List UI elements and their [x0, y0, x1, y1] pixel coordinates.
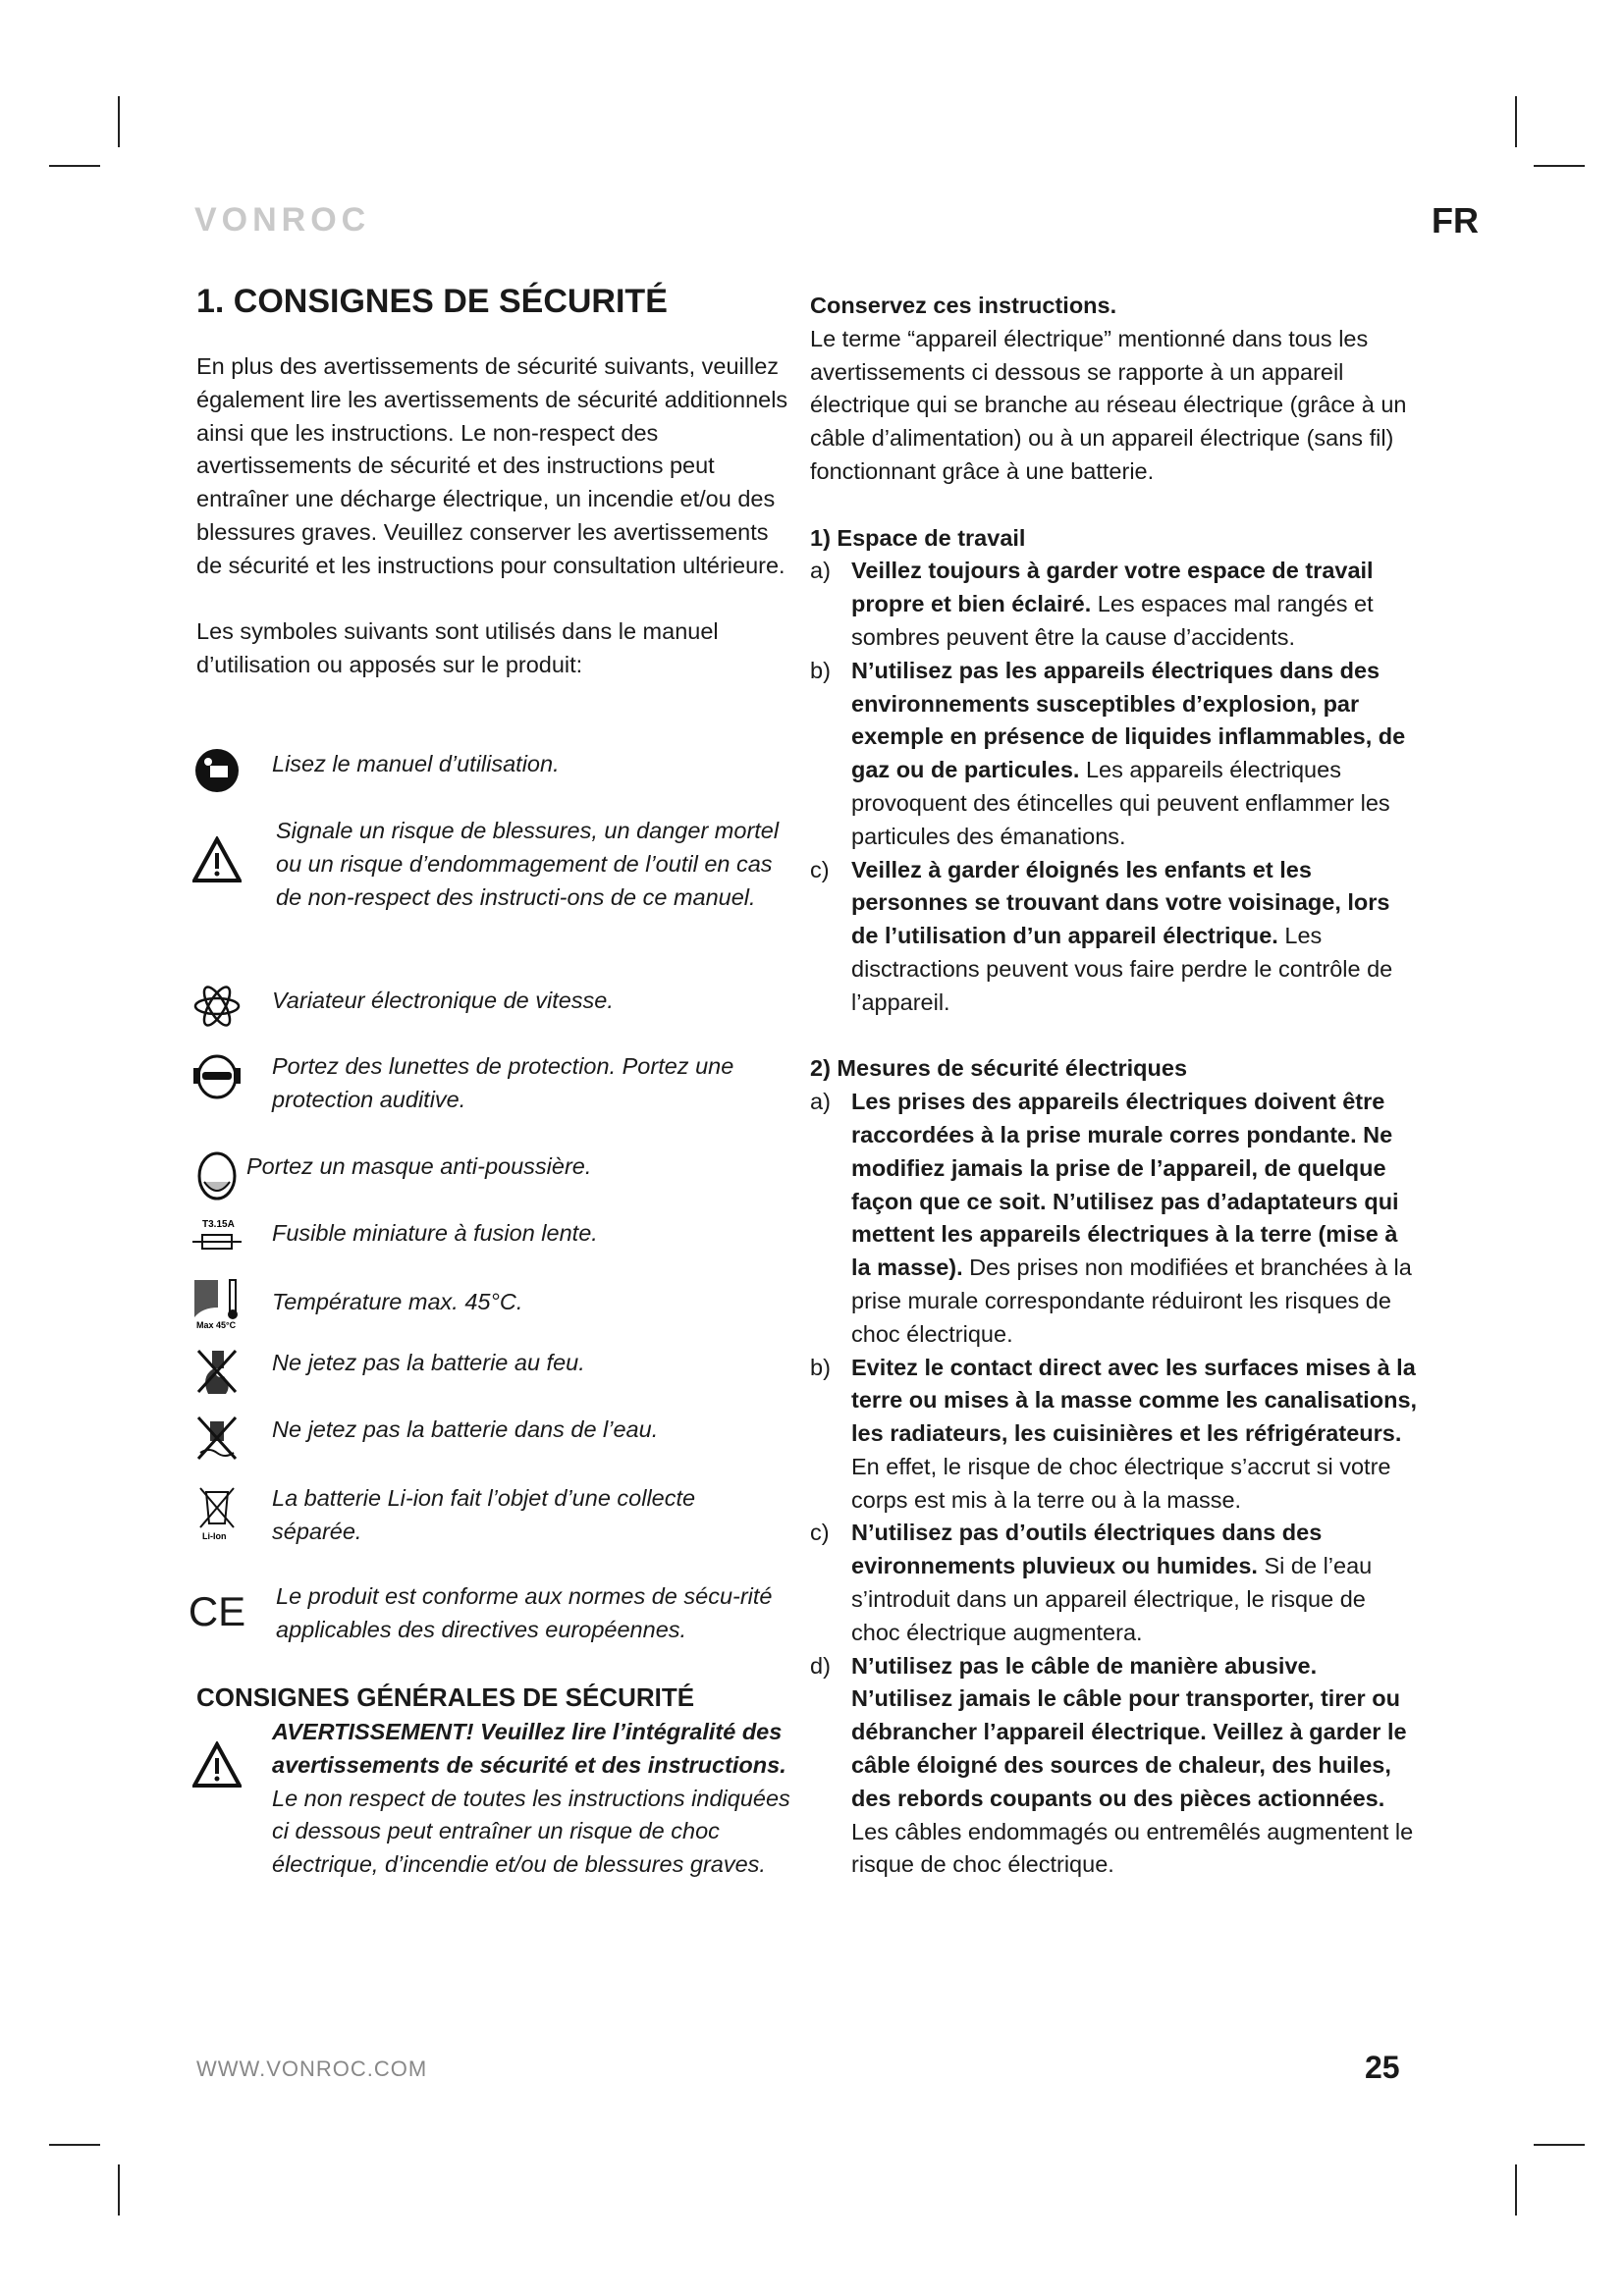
no-water-icon — [191, 1414, 243, 1463]
intro-text — [196, 350, 795, 682]
item-bold: Evitez le contact direct avec les surfaces mises à la terre ou mises à la masse comme les canalisations, les radiateurs, les cuisinières et les réfrigérateurs. — [851, 1354, 1418, 1447]
goggles-earmuffs-icon — [191, 1050, 243, 1099]
workspace-list — [810, 555, 1419, 1019]
item-bold: N’utilisez pas les appareils électriques dans des environnements susceptibles d’explosion, par exemple en présence de liquides inflammables, de gaz ou de particules. — [851, 657, 1406, 783]
symbol-row: Ne jetez pas la batterie au feu. — [191, 1347, 790, 1396]
symbol-row: Variateur électronique de vitesse. — [191, 985, 790, 1028]
no-fire-icon — [191, 1347, 243, 1396]
workspace-heading: 1) Espace de travail — [810, 524, 1026, 551]
crop-mark — [1534, 2144, 1585, 2146]
item-text: Les câbles endommagés ou entremêlés augmentent le risque de choc électrique. — [851, 1818, 1414, 1878]
item-text: Si de l’eau s’introduit dans un appareil électrique, le risque de choc électrique augmentera. — [851, 1553, 1373, 1645]
warning-triangle-icon — [191, 836, 243, 883]
symbol-row: Max 45°C Température max. 45°C. — [191, 1278, 790, 1329]
intro-paragraph: Les symboles suivants sont utilisés dans le manuel d’utilisation ou apposés sur le produit: — [196, 618, 719, 678]
symbol-row: Portez des lunettes de protection. Portez une protection auditive. — [191, 1050, 790, 1117]
symbol-row: Portez un masque anti-poussière. — [191, 1150, 790, 1201]
symbol-row: Ne jetez pas la batterie dans de l’eau. — [191, 1414, 790, 1463]
crop-mark — [1515, 96, 1517, 147]
item-letter: d) — [810, 1652, 831, 1679]
crop-mark — [49, 2144, 100, 2146]
atom-icon — [191, 985, 243, 1028]
symbol-row: Lisez le manuel d’utilisation. — [191, 748, 790, 793]
crop-mark — [1515, 2164, 1517, 2216]
list-item — [810, 1650, 1419, 1883]
item-letter: b) — [810, 1354, 831, 1380]
item-letter: c) — [810, 1520, 830, 1546]
symbol-row: Li-Ion La batterie Li-ion fait l’objet d’une collecte séparée. — [191, 1482, 790, 1549]
list-item — [810, 555, 1419, 654]
item-text: Les espaces mal rangés et sombres peuvent être la cause d’accidents. — [851, 591, 1374, 650]
keep-title: Conservez ces instructions. — [810, 293, 1117, 318]
crop-mark — [1534, 165, 1585, 167]
footer-url: WWW.VONROC.COM — [196, 2056, 428, 2081]
item-letter: c) — [810, 856, 830, 882]
list-item — [810, 854, 1419, 1020]
svg-text:T3.15A: T3.15A — [202, 1219, 235, 1230]
list-item — [810, 655, 1419, 854]
item-text: Des prises non modifiées et branchées à la prise murale correspondante réduiront les risques de choc électrique. — [851, 1255, 1412, 1347]
right-column — [810, 290, 1419, 1882]
list-item — [810, 1517, 1419, 1649]
brand-logo: VONROC — [194, 201, 371, 239]
crop-mark — [118, 2164, 120, 2216]
language-code: FR — [1432, 200, 1479, 240]
general-safety-title: CONSIGNES GÉNÉRALES DE SÉCURITÉ — [196, 1682, 695, 1712]
warning-triangle-icon — [191, 1741, 243, 1789]
item-bold: Veillez à garder éloignés les enfants et les personnes se trouvant dans votre voisinage, lors de l’utilisation d’un appareil électrique. — [851, 856, 1390, 949]
item-letter: b) — [810, 657, 831, 683]
general-warning: AVERTISSEMENT! Veuillez lire l’intégralité des avertissements de sécurité et des instructions. Le non respect de toutes les instructions indiquées ci dessous peut entraîner un risque de choc électrique, d’incendie et/ou de blessures graves. — [191, 1716, 790, 1882]
item-text: Les appareils électriques provoquent des étincelles qui peuvent enflammer les particules des émanations. — [851, 757, 1390, 849]
fuse-icon — [191, 1217, 243, 1256]
item-letter: a) — [810, 558, 831, 584]
svg-text:Max 45°C: Max 45°C — [196, 1320, 237, 1329]
item-bold: N’utilisez pas d’outils électriques dans des evironnements pluvieux ou humides. — [851, 1520, 1323, 1579]
symbol-row: Signale un risque de blessures, un danger mortel ou un risque d’endommagement de l’outil en cas de non-respect des instructi-ons de ce manuel. — [191, 815, 790, 914]
list-item — [810, 1086, 1419, 1351]
intro-paragraph: En plus des avertissements de sécurité suivants, veuillez également lire les avertissements de sécurité additionnels ainsi que les instructions. Le non-respect des avertissements de sécurité et des instructions peut entraîner une décharge électrique, un incendie et/ou des blessures graves. Veuillez conserver les avertissements de sécurité et les instructions pour consultation ultérieure. — [196, 353, 788, 578]
item-letter: a) — [810, 1089, 831, 1115]
symbol-row: CE Le produit est conforme aux normes de sécu-rité applicables des directives européennes. — [188, 1583, 773, 1642]
item-bold: N’utilisez pas le câble de manière abusive. N’utilisez jamais le câble pour transporter, tirer ou débrancher l’appareil électrique. Veillez à garder le câble éloigné des sources de chaleur, des huiles, des rebords coupants ou des pièces actionnées. — [851, 1652, 1407, 1811]
item-text: Les disctractions peuvent vous faire perdre le contrôle de l’appareil. — [851, 923, 1393, 1015]
read-manual-icon — [191, 748, 243, 793]
section-title: 1. CONSIGNES DE SÉCURITÉ — [196, 283, 668, 320]
dust-mask-icon — [191, 1150, 243, 1201]
page-number: 25 — [1365, 2050, 1400, 2085]
electrical-list — [810, 1086, 1419, 1882]
crop-mark — [49, 165, 100, 167]
svg-text:Li-Ion: Li-Ion — [202, 1531, 227, 1541]
crop-mark — [118, 96, 120, 147]
item-bold: Veillez toujours à garder votre espace de travail propre et bien éclairé. — [851, 558, 1374, 617]
symbol-row: T3.15A Fusible miniature à fusion lente. — [191, 1217, 790, 1256]
crossed-bin-icon — [191, 1482, 243, 1541]
keep-text: Le terme “appareil électrique” mentionné dans tous les avertissements ci dessous se rapporte à un appareil électrique qui se branche au réseau électrique (grâce à un câble d’alimentation) ou à un appareil électrique (sans fil) fonctionnant grâce à une batterie. — [810, 325, 1407, 484]
ce-mark-icon: CE — [188, 1588, 246, 1634]
item-text: En effet, le risque de choc électrique s’accrut si votre corps est mis à la terre ou à la masse. — [851, 1453, 1391, 1513]
electrical-heading: 2) Mesures de sécurité électriques — [810, 1055, 1188, 1082]
thermometer-icon — [191, 1278, 243, 1329]
item-bold: Les prises des appareils électriques doivent être raccordées à la prise murale corres pondante. Ne modifiez jamais la prise de l’appareil, de quelque façon que ce soit. N’utilisez pas d’adaptateurs qui mettent les appareils électriques à la terre (mise à la masse). — [851, 1089, 1399, 1281]
list-item — [810, 1352, 1419, 1518]
